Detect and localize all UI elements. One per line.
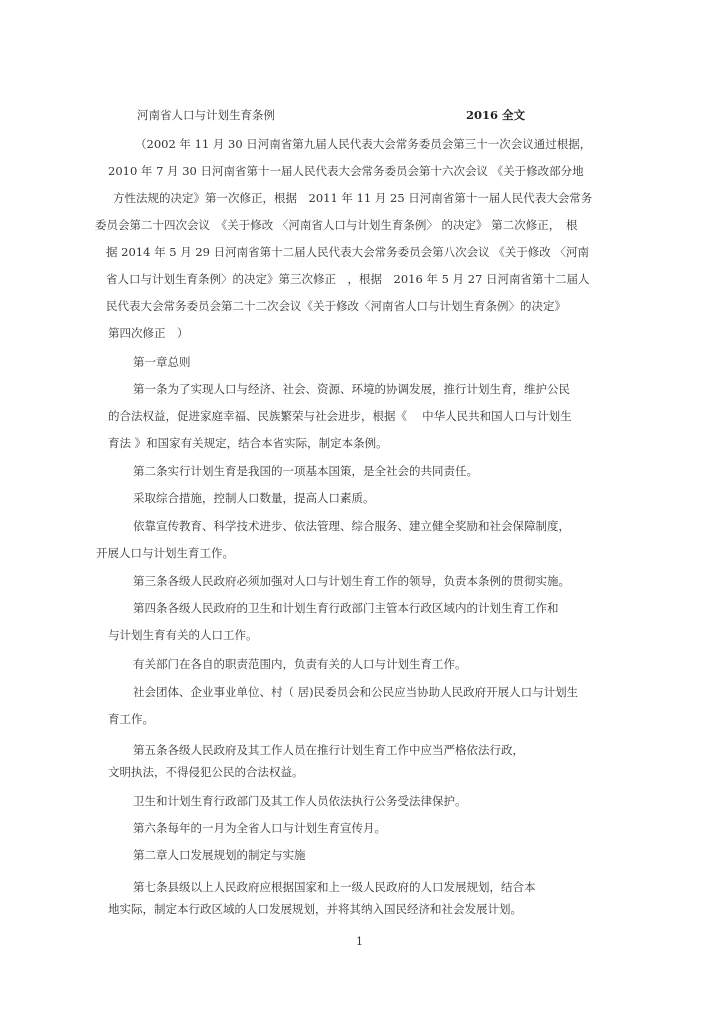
body-line: 有关部门在各自的职责范围内，负责有关的人口与计划生育工作。 bbox=[133, 657, 467, 671]
body-line: 的合法权益，促进家庭幸福、民族繁荣与社会进步，根据《 中华人民共和国人口与计划生 bbox=[108, 409, 572, 423]
body-line: 第一条为了实现人口与经济、社会、资源、环境的协调发展，推行计划生育，维护公民 bbox=[133, 382, 570, 396]
body-line: 卫生和计划生育行政部门及其工作人员依法执行公务受法律保护。 bbox=[133, 794, 467, 808]
body-line: 地实际，制定本行政区域的人口发展规划，并将其纳入国民经济和社会发展计划。 bbox=[108, 902, 522, 916]
chapter-heading: 第一章总则 bbox=[133, 355, 191, 369]
body-line: 文明执法，不得侵犯公民的合法权益。 bbox=[108, 765, 304, 779]
body-line: 开展人口与计划生育工作。 bbox=[96, 546, 234, 560]
preamble-line: （2002 年 11 月 30 日河南省第九届人民代表大会常务委员会第三十一次会议通过根据， bbox=[135, 137, 592, 151]
chapter-heading: 第二章人口发展规划的制定与实施 bbox=[133, 848, 306, 862]
body-line: 第五条各级人民政府及其工作人员在推行计划生育工作中应当严格依法行政， bbox=[133, 743, 524, 757]
body-line: 采取综合措施，控制人口数量，提高人口素质。 bbox=[133, 491, 375, 505]
law-title: 河南省人口与计划生育条例 bbox=[137, 108, 275, 122]
body-line: 育法 》和国家有关规定，结合本省实际，制定本条例。 bbox=[108, 436, 388, 450]
preamble-line: 委员会第二十四次会议 《关于修改 〈河南省人口与计划生育条例〉 的决定》 第二次修正， 根 bbox=[95, 218, 578, 232]
body-line: 第七条县级以上人民政府应根据国家和上一级人民政府的人口发展规划，结合本 bbox=[133, 880, 536, 894]
preamble-line: 据 2014 年 5 月 29 日河南省第十二届人民代表大会常务委员会第八次会议 《关于修改 〈河南 bbox=[106, 245, 589, 259]
preamble-line: 省人口与计划生育条例〉的决定》第三次修正 ，根据 2016 年 5 月 27 日河南省第十二届人 bbox=[106, 272, 590, 286]
page-number: 1 bbox=[356, 935, 363, 948]
edition-label: 2016 全文 bbox=[466, 108, 526, 122]
preamble-line: 民代表大会常务委员会第二十二次会议《关于修改〈河南省人口与计划生育条例〉的决定》 bbox=[106, 299, 566, 313]
body-line: 第四条各级人民政府的卫生和计划生育行政部门主管本行政区域内的计划生育工作和 bbox=[133, 601, 559, 615]
body-line: 与计划生育有关的人口工作。 bbox=[108, 628, 258, 642]
body-line: 育工作。 bbox=[108, 712, 154, 726]
body-line: 第六条每年的一月为全省人口与计划生育宣传月。 bbox=[133, 821, 386, 835]
body-line: 依靠宣传教育、科学技术进步、依法管理、综合服务、建立健全奖励和社会保障制度， bbox=[133, 519, 570, 533]
body-line: 社会团体、企业事业单位、村（ 居)民委员会和公民应当协助人民政府开展人口与计划生 bbox=[133, 685, 579, 699]
body-line: 第二条实行计划生育是我国的一项基本国策，是全社会的共同责任。 bbox=[133, 464, 478, 478]
preamble-line: 2010 年 7 月 30 日河南省第十一届人民代表大会常务委员会第十六次会议 《关于修改部分地 bbox=[108, 164, 584, 178]
body-line: 第三条各级人民政府必须加强对人口与计划生育工作的领导，负责本条例的贯彻实施。 bbox=[133, 574, 570, 588]
preamble-line: 方性法规的决定》第一次修正，根据 2011 年 11 月 25 日河南省第十一届人民代表大会常务 bbox=[113, 191, 593, 205]
preamble-line: 第四次修正 ） bbox=[108, 326, 189, 340]
